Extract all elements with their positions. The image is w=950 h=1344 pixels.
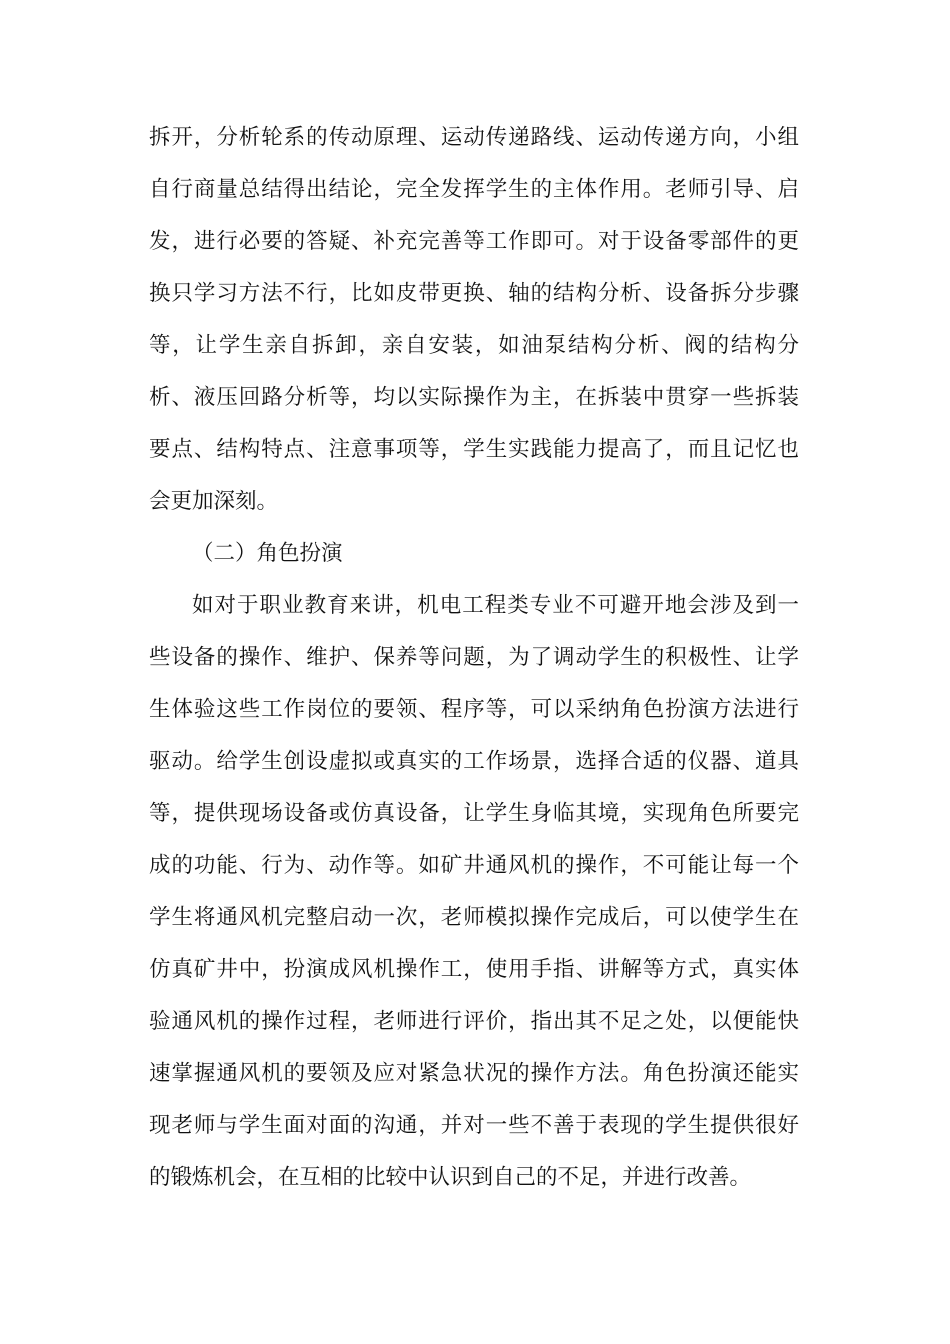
paragraph-line: 生体验这些工作岗位的要领、程序等，可以采纳角色扮演方法进行: [149, 697, 799, 722]
paragraph-line: 现老师与学生面对面的沟通，并对一些不善于表现的学生提供很好: [149, 1113, 799, 1138]
paragraph-line: 如对于职业教育来讲，机电工程类专业不可避开地会涉及到一: [192, 593, 799, 618]
section-heading: （二）角色扮演: [192, 541, 343, 566]
paragraph-line: 成的功能、行为、动作等。如矿井通风机的操作，不可能让每一个: [149, 853, 799, 878]
paragraph-line: 析、液压回路分析等，均以实际操作为主，在拆装中贯穿一些拆装: [149, 385, 799, 410]
paragraph-line: 自行商量总结得出结论，完全发挥学生的主体作用。老师引导、启: [149, 177, 799, 202]
paragraph-line: 发，进行必要的答疑、补充完善等工作即可。对于设备零部件的更: [149, 229, 799, 254]
paragraph-line: 等，让学生亲自拆卸，亲自安装，如油泵结构分析、阀的结构分: [149, 333, 799, 358]
paragraph-line: 的锻炼机会，在互相的比较中认识到自己的不足，并进行改善。: [149, 1165, 752, 1190]
paragraph-line: 仿真矿井中，扮演成风机操作工，使用手指、讲解等方式，真实体: [149, 957, 799, 982]
paragraph-line: 拆开，分析轮系的传动原理、运动传递路线、运动传递方向，小组: [149, 125, 799, 150]
paragraph-line: 要点、结构特点、注意事项等，学生实践能力提高了，而且记忆也: [149, 437, 799, 462]
paragraph-line: 验通风机的操作过程，老师进行评价，指出其不足之处，以便能快: [149, 1009, 799, 1034]
paragraph-role-play: [149, 585, 799, 1209]
paragraph-line: 驱动。给学生创设虚拟或真实的工作场景，选择合适的仪器、道具: [149, 749, 799, 774]
paragraph-line: 等，提供现场设备或仿真设备，让学生身临其境，实现角色所要完: [149, 801, 799, 826]
paragraph-line: 学生将通风机完整启动一次，老师模拟操作完成后，可以使学生在: [149, 905, 799, 930]
paragraph-line: 会更加深刻。: [149, 489, 279, 514]
document-body: [149, 117, 799, 1209]
paragraph-line: 换只学习方法不行，比如皮带更换、轴的结构分析、设备拆分步骤: [149, 281, 799, 306]
paragraph-line: 些设备的操作、维护、保养等问题，为了调动学生的积极性、让学: [149, 645, 799, 670]
paragraph-disassembly: [149, 117, 799, 533]
paragraph-line: 速掌握通风机的要领及应对紧急状况的操作方法。角色扮演还能实: [149, 1061, 799, 1086]
